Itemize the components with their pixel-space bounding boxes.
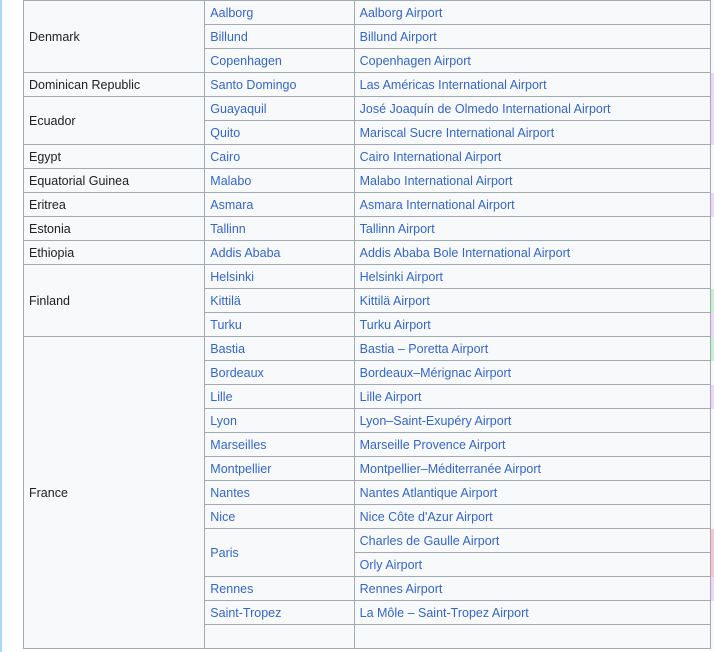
airport-cell	[354, 289, 710, 313]
airport-cell	[354, 265, 710, 289]
table-row	[24, 217, 714, 241]
table-row	[24, 265, 714, 289]
airport-link[interactable]: Lyon–Saint-Exupéry Airport	[359, 413, 512, 428]
country-cell: Ethiopia	[24, 241, 205, 265]
city-cell	[205, 217, 354, 241]
airport-cell	[354, 505, 710, 529]
table-row	[24, 337, 714, 361]
status-color-cell	[710, 481, 714, 505]
status-color-cell	[710, 313, 714, 337]
status-color-cell	[710, 433, 714, 457]
airport-cell	[354, 481, 710, 505]
city-cell	[205, 361, 354, 385]
city-cell	[205, 337, 354, 361]
city-link[interactable]: Cairo	[210, 149, 241, 164]
airport-cell	[354, 361, 710, 385]
airport-cell	[354, 169, 710, 193]
city-link[interactable]: Copenhagen	[210, 53, 282, 68]
city-cell	[205, 577, 354, 601]
city-cell	[205, 1, 354, 25]
city-cell	[205, 433, 354, 457]
airport-cell	[354, 25, 710, 49]
status-color-cell	[710, 529, 714, 553]
country-cell: Ecuador	[24, 97, 205, 145]
city-link[interactable]: Nantes	[210, 485, 250, 500]
city-link[interactable]: Aalborg	[210, 5, 254, 20]
airports-table	[23, 0, 714, 649]
airport-link[interactable]: Malabo International Airport	[359, 173, 513, 188]
left-page-edge	[0, 0, 2, 652]
country-cell: Egypt	[24, 145, 205, 169]
city-link[interactable]: Paris	[210, 545, 239, 560]
airport-link[interactable]: La Môle – Saint-Tropez Airport	[359, 605, 529, 620]
table-row	[24, 241, 714, 265]
city-link[interactable]: Bordeaux	[210, 365, 264, 380]
airport-link[interactable]: Copenhagen Airport	[359, 53, 471, 68]
city-link[interactable]: Santo Domingo	[210, 77, 297, 92]
city-link[interactable]: Lyon	[210, 413, 237, 428]
city-link[interactable]: Guayaquil	[210, 101, 267, 116]
airport-link[interactable]: Lille Airport	[359, 389, 422, 404]
airport-link[interactable]: Mariscal Sucre International Airport	[359, 125, 555, 140]
city-cell	[205, 241, 354, 265]
city-link[interactable]: Helsinki	[210, 269, 255, 284]
airport-link[interactable]: Montpellier–Méditerranée Airport	[359, 461, 541, 476]
city-link[interactable]: Rennes	[210, 581, 254, 596]
airport-cell	[354, 457, 710, 481]
airport-cell	[354, 601, 710, 625]
city-link[interactable]: Addis Ababa	[210, 245, 281, 260]
airport-link[interactable]: Cairo International Airport	[359, 149, 502, 164]
status-color-cell	[710, 625, 714, 649]
airport-link[interactable]: Kittilä Airport	[359, 293, 430, 308]
airport-cell	[354, 433, 710, 457]
country-cell: Equatorial Guinea	[24, 169, 205, 193]
table-row	[24, 193, 714, 217]
airport-link[interactable]: Marseille Provence Airport	[359, 437, 506, 452]
city-cell	[205, 385, 354, 409]
status-color-cell	[710, 577, 714, 601]
city-link[interactable]: Bastia	[210, 341, 246, 356]
city-cell	[205, 193, 354, 217]
status-color-cell	[710, 361, 714, 385]
table-row	[24, 145, 714, 169]
country-cell: Estonia	[24, 217, 205, 241]
table-row	[24, 169, 714, 193]
status-color-cell	[710, 145, 714, 169]
city-link[interactable]: Saint-Tropez	[210, 605, 282, 620]
city-cell	[205, 313, 354, 337]
country-cell: Finland	[24, 265, 205, 337]
city-cell	[205, 505, 354, 529]
city-link[interactable]: Quito	[210, 125, 241, 140]
status-color-cell	[710, 1, 714, 25]
airport-cell	[354, 385, 710, 409]
city-cell	[205, 49, 354, 73]
status-color-cell	[710, 409, 714, 433]
status-color-cell	[710, 553, 714, 577]
city-link[interactable]: Turku	[210, 317, 242, 332]
city-cell	[205, 457, 354, 481]
status-color-cell	[710, 97, 714, 121]
city-cell	[205, 145, 354, 169]
airport-cell	[354, 241, 710, 265]
city-link[interactable]: Kittilä	[210, 293, 241, 308]
city-cell	[205, 529, 354, 577]
status-color-cell	[710, 73, 714, 97]
city-link[interactable]: Asmara	[210, 197, 254, 212]
status-color-cell	[710, 169, 714, 193]
airport-cell	[354, 577, 710, 601]
airport-cell	[354, 625, 710, 649]
airport-link[interactable]: Tallinn Airport	[359, 221, 435, 236]
city-link[interactable]: Lille	[210, 389, 233, 404]
city-link[interactable]: Montpellier	[210, 461, 272, 476]
airport-cell	[354, 121, 710, 145]
airport-link[interactable]: Billund Airport	[359, 29, 437, 44]
status-color-cell	[710, 457, 714, 481]
table-row	[24, 97, 714, 121]
city-cell	[205, 121, 354, 145]
airport-link[interactable]: José Joaquín de Olmedo International Airport	[359, 101, 611, 116]
city-link[interactable]: Marseilles	[210, 437, 267, 452]
city-link[interactable]: Tallinn	[210, 221, 246, 236]
status-color-cell	[710, 337, 714, 361]
city-cell	[205, 265, 354, 289]
status-color-cell	[710, 217, 714, 241]
airport-link[interactable]: Turku Airport	[359, 317, 431, 332]
airport-link[interactable]: Aalborg Airport	[359, 5, 443, 20]
airport-link[interactable]: Charles de Gaulle Airport	[359, 533, 500, 548]
country-cell: France	[24, 337, 205, 649]
airport-cell	[354, 529, 710, 553]
city-cell	[205, 601, 354, 625]
airport-link[interactable]: Bastia – Poretta Airport	[359, 341, 489, 356]
status-color-cell	[710, 505, 714, 529]
city-link[interactable]: Malabo	[210, 173, 252, 188]
country-cell: Eritrea	[24, 193, 205, 217]
city-cell	[205, 169, 354, 193]
city-link[interactable]: Billund	[210, 29, 248, 44]
city-cell	[205, 481, 354, 505]
table-row	[24, 1, 714, 25]
airport-cell	[354, 73, 710, 97]
status-color-cell	[710, 193, 714, 217]
city-cell	[205, 97, 354, 121]
city-cell	[205, 73, 354, 97]
airport-cell	[354, 409, 710, 433]
city-link[interactable]: Nice	[210, 509, 236, 524]
country-cell: Dominican Republic	[24, 73, 205, 97]
city-cell	[205, 25, 354, 49]
airport-link[interactable]: Addis Ababa Bole International Airport	[359, 245, 571, 260]
status-color-cell	[710, 265, 714, 289]
status-color-cell	[710, 385, 714, 409]
airport-link[interactable]: Bordeaux–Mérignac Airport	[359, 365, 512, 380]
status-color-cell	[710, 49, 714, 73]
table-row	[24, 73, 714, 97]
airport-link[interactable]: Asmara International Airport	[359, 197, 515, 212]
status-color-cell	[710, 241, 714, 265]
status-color-cell	[710, 289, 714, 313]
city-cell	[205, 625, 354, 649]
airport-cell	[354, 553, 710, 577]
status-color-cell	[710, 121, 714, 145]
airport-cell	[354, 313, 710, 337]
status-color-cell	[710, 601, 714, 625]
airport-link[interactable]: Helsinki Airport	[359, 269, 444, 284]
airport-link[interactable]: Rennes Airport	[359, 581, 443, 596]
airport-cell	[354, 217, 710, 241]
airport-cell	[354, 337, 710, 361]
airport-link[interactable]: Las Américas International Airport	[359, 77, 547, 92]
airport-cell	[354, 97, 710, 121]
airport-cell	[354, 193, 710, 217]
city-cell	[205, 409, 354, 433]
airport-cell	[354, 49, 710, 73]
city-cell	[205, 289, 354, 313]
airport-link[interactable]: Nantes Atlantique Airport	[359, 485, 498, 500]
country-cell: Denmark	[24, 1, 205, 73]
airport-cell	[354, 145, 710, 169]
airport-link[interactable]: Orly Airport	[359, 557, 423, 572]
airport-link[interactable]: Nice Côte d'Azur Airport	[359, 509, 493, 524]
status-color-cell	[710, 25, 714, 49]
airport-cell	[354, 1, 710, 25]
